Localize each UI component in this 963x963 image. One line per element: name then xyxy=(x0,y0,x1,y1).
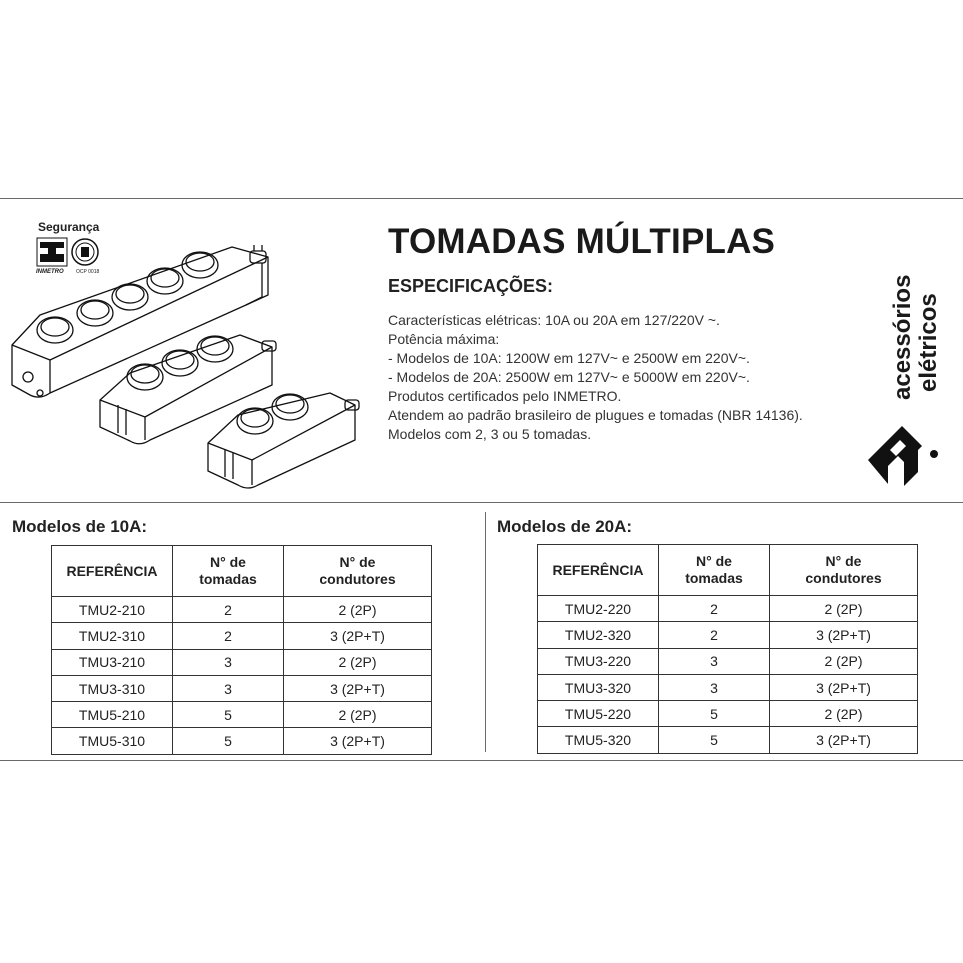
table-row: TMU3-310 3 3 (2P+T) xyxy=(52,675,432,701)
specifications-list xyxy=(388,311,803,444)
table-row: TMU3-210 3 2 (2P) xyxy=(52,649,432,675)
top-divider xyxy=(0,198,963,199)
brand-line-1: acessórios xyxy=(889,274,916,400)
header-condutores: N° de condutores xyxy=(284,546,432,597)
ocp-label: OCP 0018 xyxy=(76,269,100,275)
header-tomadas: N° de tomadas xyxy=(173,546,284,597)
spec-line: Atendem ao padrão brasileiro de plugues e tomadas (NBR 14136). xyxy=(388,407,803,423)
page-title: TOMADAS MÚLTIPLAS xyxy=(388,222,776,261)
table-row: TMU2-210 2 2 (2P) xyxy=(52,597,432,623)
header-referencia: REFERÊNCIA xyxy=(52,546,173,597)
table-row: TMU3-220 3 2 (2P) xyxy=(538,648,918,674)
bottom-divider xyxy=(0,760,963,761)
table-row: TMU5-220 5 2 (2P) xyxy=(538,701,918,727)
header-tomadas: N° de tomadas xyxy=(659,545,770,596)
brand-mark-icon xyxy=(868,426,938,486)
brand-line-2: elétricos xyxy=(915,293,942,392)
seguranca-label: Segurança xyxy=(38,220,100,234)
table-row: TMU5-210 5 2 (2P) xyxy=(52,702,432,728)
spec-line: Características elétricas: 10A ou 20A em 127/220V ~. xyxy=(388,312,720,328)
table-10a xyxy=(51,545,432,755)
spec-line: - Modelos de 20A: 2500W em 127V~ e 5000W em 220V~. xyxy=(388,369,750,385)
table-row: TMU2-220 2 2 (2P) xyxy=(538,596,918,622)
table-row: TMU2-310 2 3 (2P+T) xyxy=(52,623,432,649)
section-title-20a: Modelos de 20A: xyxy=(497,517,633,536)
table-row: TMU5-320 5 3 (2P+T) xyxy=(538,727,918,753)
column-divider xyxy=(485,512,486,752)
specifications-heading: ESPECIFICAÇÕES: xyxy=(388,276,554,296)
spec-line: Potência máxima: xyxy=(388,331,500,347)
spec-line: Modelos com 2, 3 ou 5 tomadas. xyxy=(388,426,592,442)
section-title-10a: Modelos de 10A: xyxy=(12,517,148,536)
header-condutores: N° de condutores xyxy=(770,545,918,596)
multiple-sockets-drawing xyxy=(0,235,380,495)
table-row: TMU3-320 3 3 (2P+T) xyxy=(538,674,918,700)
spec-line: - Modelos de 10A: 1200W em 127V~ e 2500W em 220V~. xyxy=(388,350,750,366)
header-referencia: REFERÊNCIA xyxy=(538,545,659,596)
spec-line: Produtos certificados pelo INMETRO. xyxy=(388,388,622,404)
brand-logo xyxy=(860,262,950,492)
table-20a xyxy=(537,544,918,754)
table-row: TMU2-320 2 3 (2P+T) xyxy=(538,622,918,648)
inmetro-label: INMETRO xyxy=(36,269,64,275)
table-row: TMU5-310 5 3 (2P+T) xyxy=(52,728,432,754)
middle-divider xyxy=(0,502,963,503)
